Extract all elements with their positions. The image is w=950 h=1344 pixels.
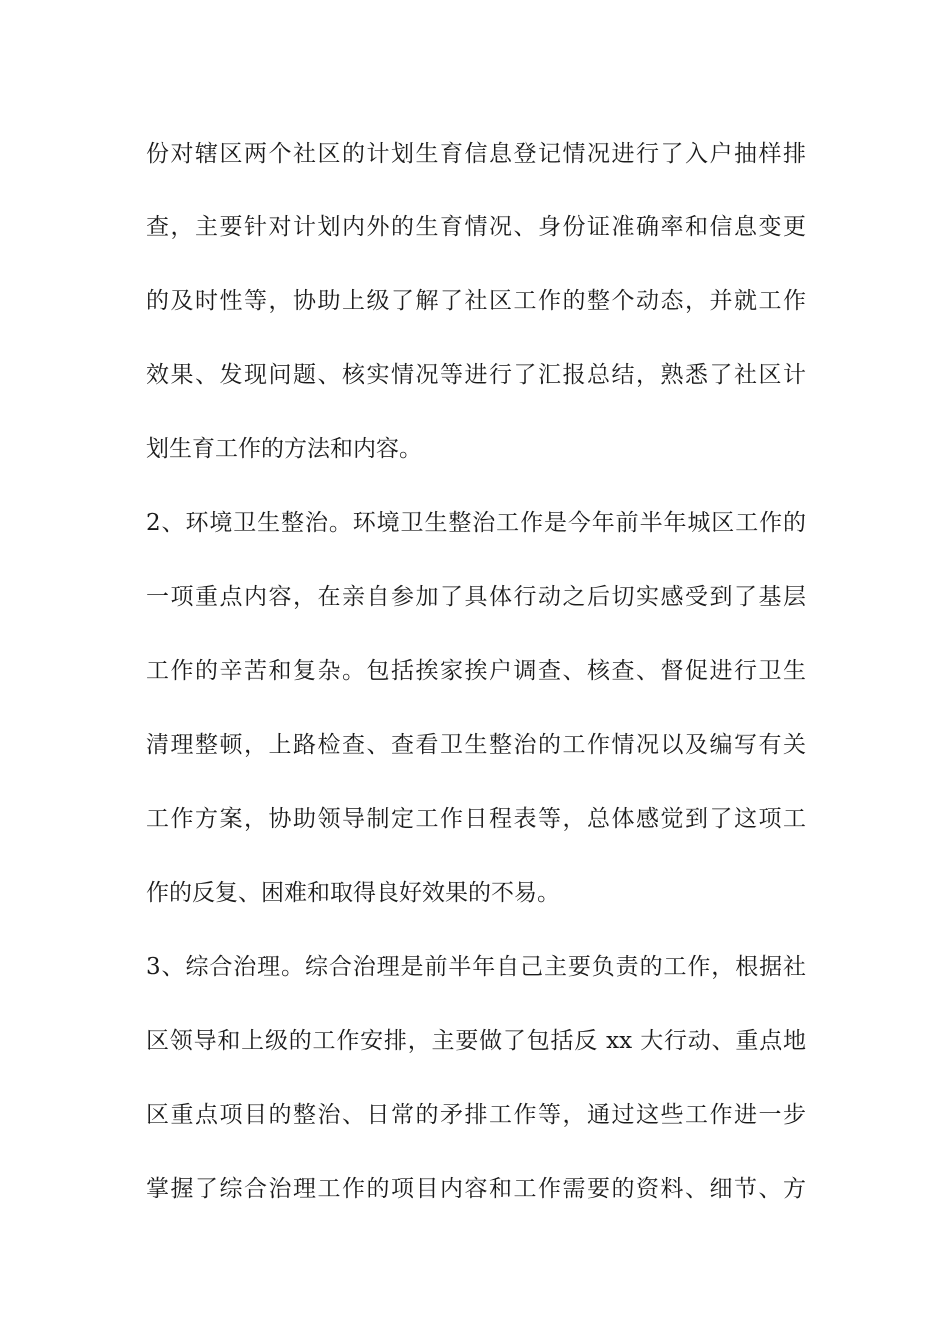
- text-line: 效果、发现问题、核实情况等进行了汇报总结，熟悉了社区计: [146, 362, 806, 388]
- text-line: 3、综合治理。综合治理是前半年自己主要负责的工作，根据社: [146, 954, 806, 980]
- text-line: 划生育工作的方法和内容。: [146, 436, 422, 462]
- text-line: 份对辖区两个社区的计划生育信息登记情况进行了入户抽样排: [146, 141, 806, 167]
- text-line: 2、环境卫生整治。环境卫生整治工作是今年前半年城区工作的: [146, 510, 806, 536]
- text-line: 区重点项目的整治、日常的矛排工作等，通过这些工作进一步: [146, 1102, 806, 1128]
- text-line: 查，主要针对计划内外的生育情况、身份证准确率和信息变更: [146, 214, 806, 240]
- text-line: 掌握了综合治理工作的项目内容和工作需要的资料、细节、方: [146, 1176, 806, 1202]
- text-line: 工作方案，协助领导制定工作日程表等，总体感觉到了这项工: [146, 806, 806, 832]
- text-line: 工作的辛苦和复杂。包括挨家挨户调查、核查、督促进行卫生: [146, 658, 806, 684]
- text-line: 区领导和上级的工作安排，主要做了包括反 xx 大行动、重点地: [146, 1028, 806, 1054]
- text-line: 的及时性等，协助上级了解了社区工作的整个动态，并就工作: [146, 288, 806, 314]
- text-line: 一项重点内容，在亲自参加了具体行动之后切实感受到了基层: [146, 584, 806, 610]
- text-line: 作的反复、困难和取得良好效果的不易。: [146, 880, 560, 906]
- text-line: 清理整顿，上路检查、查看卫生整治的工作情况以及编写有关: [146, 732, 806, 758]
